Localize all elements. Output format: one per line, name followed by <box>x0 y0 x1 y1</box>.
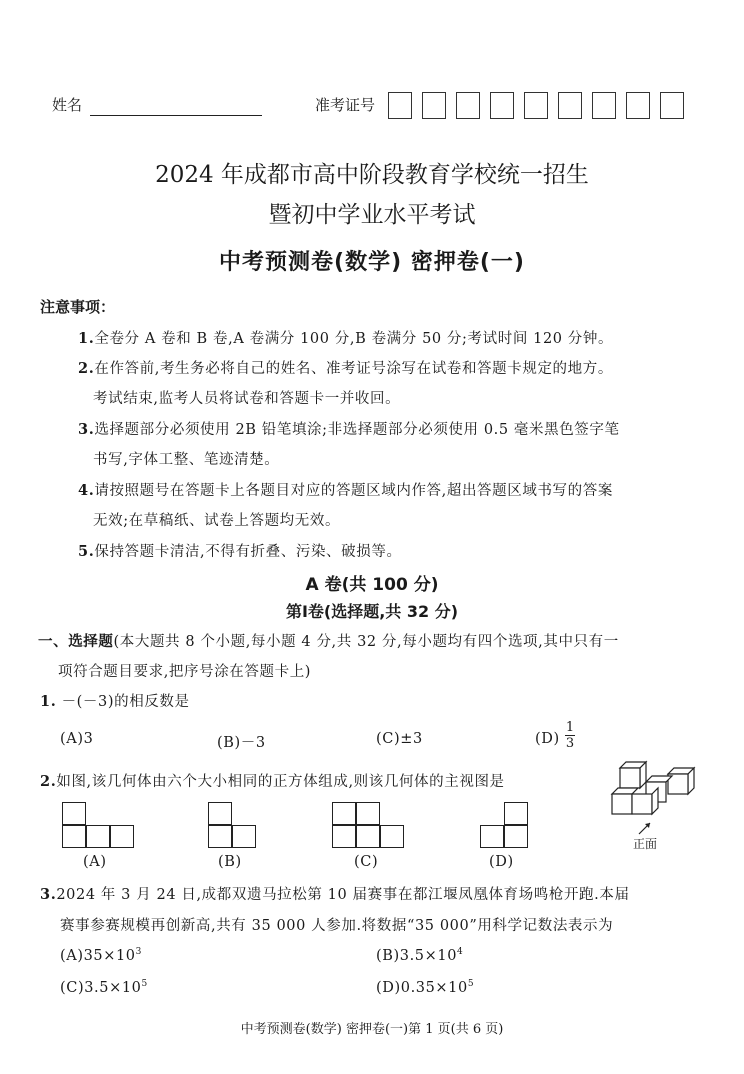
note-number: 5. <box>78 543 95 560</box>
question-number: 3. <box>40 886 57 903</box>
q2-option-c-label[interactable]: (C) <box>354 854 379 870</box>
notes-heading: 注意事项： <box>40 298 116 316</box>
q2-option-d-label[interactable]: (D) <box>489 854 514 870</box>
q2-option-a-figure[interactable] <box>62 802 136 850</box>
front-label: 正面 <box>633 837 658 851</box>
question-3 <box>40 883 630 904</box>
mc-intro <box>38 630 619 651</box>
mc-intro-continuation: 项符合题目要求,把序号涂在答题卡上) <box>58 664 312 680</box>
q2-option-b-figure[interactable] <box>208 802 258 850</box>
exam-title-line1: 2024 年成都市高中阶段教育学校统一招生 <box>155 162 589 188</box>
option-text: (C)3.5×10 <box>60 979 142 996</box>
note-text: 在作答前,考生务必将自己的姓名、准考证号涂写在试卷和答题卡规定的地方。 <box>94 361 613 377</box>
question-stem: 2024 年 3 月 24 日,成都双遗马拉松第 10 届赛事在都江堰凤凰体育场鸣枪开跑.本届 <box>56 887 630 903</box>
exam-number-box[interactable] <box>490 92 514 119</box>
exam-number-box[interactable] <box>524 92 548 119</box>
q3-option-b[interactable] <box>376 947 463 964</box>
note-continuation: 无效;在草稿纸、试卷上答题均无效。 <box>93 513 341 529</box>
note-text: 选择题部分必须使用 2B 铅笔填涂;非选择题部分必须使用 0.5 毫米黑色签字笔 <box>94 422 620 438</box>
option-exponent: 5 <box>141 979 148 989</box>
exam-number-box[interactable] <box>660 92 684 119</box>
question-1 <box>40 690 190 711</box>
exam-subtitle: 中考预测卷(数学) 密押卷(一) <box>219 250 525 275</box>
name-label: 姓名 <box>52 96 83 114</box>
exam-number-box[interactable] <box>456 92 480 119</box>
option-text: (D)0.35×10 <box>376 979 468 996</box>
note-text: 全卷分 A 卷和 B 卷,A 卷满分 100 分,B 卷满分 50 分;考试时间 120 分钟。 <box>94 331 614 347</box>
question-3-continuation: 赛事参赛规模再创新高,共有 35 000 人参加.将数据“35 000”用科学记数法表示为 <box>60 918 614 934</box>
mc-intro-text: (本大题共 8 个小题,每小题 4 分,共 32 分,每小题均有四个选项,其中只有一 <box>113 634 619 650</box>
page-footer: 中考预测卷(数学) 密押卷(一)第 1 页(共 6 页) <box>240 1022 504 1037</box>
q1-option-c[interactable]: (C)±3 <box>376 731 423 747</box>
part1-title: 第Ⅰ卷(选择题,共 32 分) <box>285 602 459 621</box>
q3-option-c[interactable] <box>60 979 148 996</box>
q2-option-a-label[interactable]: (A) <box>83 854 107 870</box>
question-number: 2. <box>40 773 57 790</box>
name-field[interactable] <box>90 96 262 116</box>
note-item <box>78 327 613 348</box>
exam-title-line2: 暨初中学业水平考试 <box>268 202 476 228</box>
note-number: 1. <box>78 330 95 347</box>
q1-option-d[interactable]: (D) <box>535 731 560 747</box>
option-text: (A)35×10 <box>60 947 136 964</box>
front-arrow-icon <box>636 820 656 836</box>
note-text: 保持答题卡清洁,不得有折叠、污染、破损等。 <box>94 544 402 560</box>
fraction-numerator: 1 <box>565 720 575 735</box>
exam-number-label: 准考证号 <box>315 96 376 114</box>
exam-number-box[interactable] <box>422 92 446 119</box>
q2-option-d-figure[interactable] <box>480 802 530 850</box>
note-continuation: 书写,字体工整、笔迹清楚。 <box>93 452 280 468</box>
q1-option-d-fraction <box>565 720 575 751</box>
note-item <box>78 540 402 561</box>
q2-option-b-label[interactable]: (B) <box>218 854 242 870</box>
note-number: 2. <box>78 360 95 377</box>
exam-number-box[interactable] <box>388 92 412 119</box>
note-item <box>78 357 613 378</box>
q1-option-b[interactable]: (B)－3 <box>217 735 266 751</box>
option-exponent: 5 <box>467 979 475 989</box>
fraction-denominator: 3 <box>565 736 575 751</box>
exam-number-box[interactable] <box>626 92 650 119</box>
q2-3d-figure <box>606 760 706 830</box>
section-a-title: A 卷(共 100 分) <box>305 575 439 595</box>
option-text: (B)3.5×10 <box>376 947 458 964</box>
q3-option-a[interactable] <box>60 947 142 964</box>
note-number: 4. <box>78 482 95 499</box>
question-stem: 如图,该几何体由六个大小相同的正方体组成,则该几何体的主视图是 <box>56 774 505 790</box>
note-text: 请按照题号在答题卡上各题目对应的答题区域内作答,超出答题区域书写的答案 <box>94 483 613 499</box>
question-number: 1. <box>40 693 57 710</box>
q1-option-a[interactable]: (A)3 <box>60 731 94 747</box>
question-stem: －(－3)的相反数是 <box>61 694 190 710</box>
note-item <box>78 479 613 500</box>
mc-intro-label: 一、选择题 <box>38 633 114 650</box>
question-2 <box>40 770 505 791</box>
note-continuation: 考试结束,监考人员将试卷和答题卡一并收回。 <box>93 391 401 407</box>
note-item <box>78 418 620 439</box>
note-number: 3. <box>78 421 95 438</box>
exam-number-box[interactable] <box>558 92 582 119</box>
q3-option-d[interactable] <box>376 979 474 996</box>
exam-number-box[interactable] <box>592 92 616 119</box>
option-exponent: 4 <box>457 947 464 957</box>
q2-option-c-figure[interactable] <box>332 802 406 850</box>
option-exponent: 3 <box>135 947 142 957</box>
